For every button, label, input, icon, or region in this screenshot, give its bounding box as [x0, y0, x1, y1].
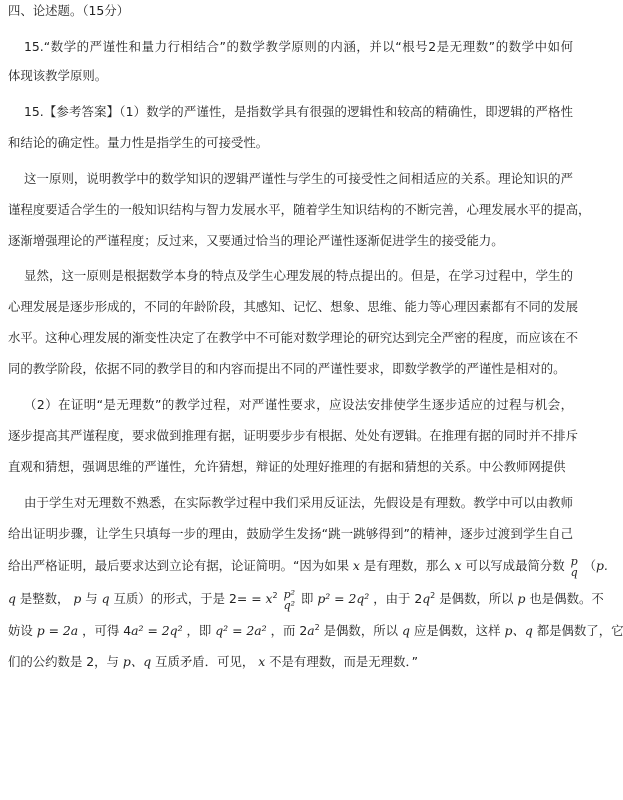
answer-p5-line-5: 妨设 p = 2a ，可得 4a² = 2q² ，即 q² = 2a² ，而 $2a^2$ 是偶数，所以 q 应是偶数，这样 p、q 都是偶数了，它: [8, 622, 623, 638]
section-heading: 四、论述题。（15分）: [8, 3, 130, 18]
question-line-1: 15.“数学的严谨性和量力行相结合”的数学教学原则的内涵，并以“根号2是无理数”的数学中如何: [24, 39, 573, 54]
answer-p3-line-2: 心理发展是逐步形成的，不同的年龄阶段，其感知、记忆、想象、思维、能力等心理因素都有不同的发展: [8, 299, 578, 314]
answer-p1-line-1: 15.【参考答案】（1）数学的严谨性，是指数学具有很强的逻辑性和较高的精确性，即逻辑的严格性: [24, 104, 573, 119]
answer-p2-line-1: 这一原则，说明教学中的数学知识的逻辑严谨性与学生的可接受性之间相适应的关系。理论知识的严: [24, 171, 573, 186]
fraction-p2-over-q2: p² q²: [283, 587, 296, 612]
answer-p3-line-4: 同的教学阶段，依据不同的教学目的和内容而提出不同的严谨性要求，即数学教学的严谨性是相对的。: [8, 361, 566, 376]
var-x: x: [454, 558, 462, 573]
var-x: x: [352, 558, 360, 573]
answer-p3-line-1: 显然，这一原则是根据数学本身的特点及学生心理发展的特点提出的。但是，在学习过程中，学生的: [24, 268, 573, 283]
answer-p5-line-1: 由于学生对无理数不熟悉，在实际教学过程中我们采用反证法，先假设是有理数。教学中可以由教师: [24, 495, 573, 510]
answer-p2-line-3: 逐渐增强理论的严谨程度；反过来，又要通过恰当的理论严谨性逐渐促进学生的接受能力。: [8, 233, 504, 248]
answer-p1-line-2: 和结论的确定性。量力性是指学生的可接受性。: [8, 135, 269, 150]
question-line-2: 体现该教学原则。: [8, 68, 108, 83]
answer-p5-line-4: q 是整数， p 与 q 互质）的形式，于是 $2= = x^2$ p² q² 即 p² = 2q² ，由于 $2q^2$ 是偶数，所以 p 也是偶数。不: [8, 587, 604, 612]
answer-p5-line-2: 给出证明步骤，让学生只填每一步的理由，鼓励学生发扬“跳一跳够得到”的精神，逐步过渡到学生自己: [8, 526, 573, 541]
answer-p4-line-2: 逐步提高其严谨程度，要求做到推理有据，证明要步步有根据、处处有逻辑。在推理有据的同时并不排斥: [8, 428, 578, 443]
answer-p5-line-6: 们的公约数是 2，与 p、q 互质矛盾．可见， x 不是有理数，而是无理数．”: [8, 654, 419, 669]
answer-p3-line-3: 水平。这种心理发展的渐变性决定了在教学中不可能对数学理论的研究达到完全严密的程度，而应该在不: [8, 330, 578, 345]
answer-p4-line-3: 直观和猜想，强调思维的严谨性，允许猜想，辩证的处理好推理的有据和猜想的关系。中公教师网提供: [8, 459, 566, 474]
answer-p4-line-1: （2）在证明“是无理数”的教学过程，对严谨性要求，应设法安排使学生逐步适应的过程与机会，: [24, 397, 573, 412]
answer-p5-line-3: 给出严格证明，最后要求达到立论有据，论证简明。“因为如果 x 是有理数，那么 x 可以写成最简分数 p q （p.: [8, 554, 608, 579]
fraction-p-over-q: p q: [570, 554, 578, 579]
answer-p2-line-2: 谨程度要适合学生的一般知识结构与智力发展水平，随着学生知识结构的不断完善，心理发展水平的提高，: [8, 202, 591, 217]
